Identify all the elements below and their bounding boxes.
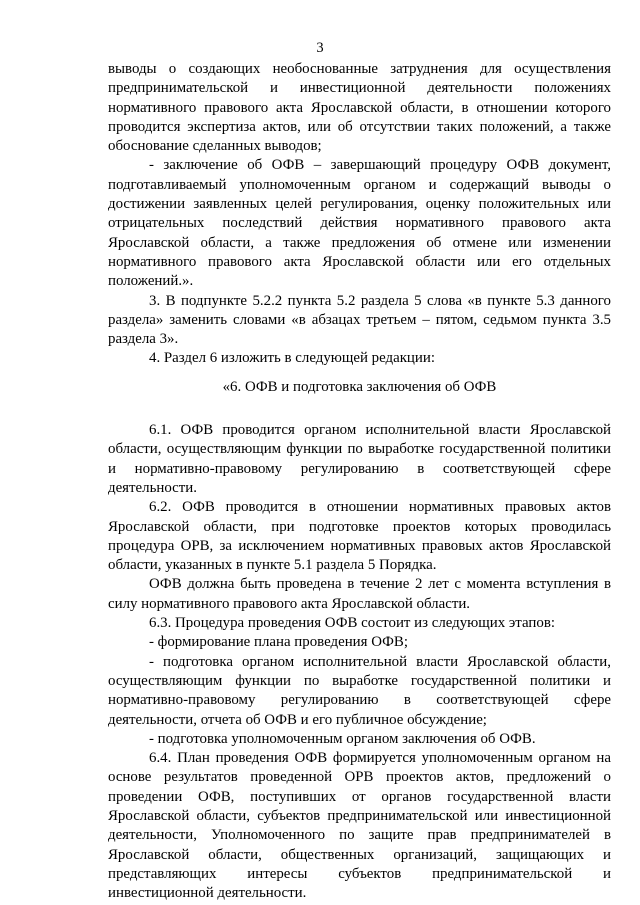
paragraph-item-3: 3. В подпункте 5.2.2 пункта 5.2 раздела 5 слова «в пункте 5.3 данного раздела» заменить словами «в абзацах третьем – пятом, седьмом пункта 3.5 раздела 3». [108, 292, 611, 348]
paragraph-6-4: 6.4. План проведения ОФВ формируется уполномоченным органом на основе результатов проведенной ОРВ проектов актов, предложений о проведении ОФВ, поступивших от органов государственной власти Ярославской области, субъектов предпринимательской или инвестиционной деятельности, Уполномоченного по защите прав предпринимателей в Ярославской области, общественных организаций, защищающих и представляющих интересы субъектов предпринимательской и инвестиционной деятельности. [108, 750, 611, 902]
paragraph-item-4: 4. Раздел 6 изложить в следующей редакции: [149, 350, 435, 367]
paragraph-6-1: 6.1. ОФВ проводится органом исполнительной власти Ярославской области, осуществляющим функции по выработке государственной политики и нормативно-правовому регулированию в соответствующей сфере деятельности. [108, 422, 611, 496]
paragraph-6-2: 6.2. ОФВ проводится в отношении нормативных правовых актов Ярославской области, при подготовке проектов которых проводилась процедура ОРВ, за исключением нормативных правовых актов Ярославской области, указанных в пункте 5.1 раздела 5 Порядка. [108, 499, 611, 574]
paragraph-6-3: 6.3. Процедура проведения ОФВ состоит из следующих этапов: [149, 615, 555, 632]
paragraph-continuation: выводы о создающих необоснованные затруднения для осуществления предпринимательской и инвестиционной деятельности положениях нормативного правового акта Ярославской области, в отношении которого проводится экспертиза актов, или об отсутствии таких положений, а также обоснование сделанных выводов; [108, 61, 611, 155]
paragraph-6-3-stage-1: - формирование плана проведения ОФВ; [149, 634, 408, 651]
paragraph-6-3-stage-3: - подготовка уполномоченным органом заключения об ОФВ. [149, 730, 536, 747]
paragraph-6-2-term: ОФВ должна быть проведена в течение 2 лет с момента вступления в силу нормативного правового акта Ярославской области. [108, 576, 611, 612]
paragraph-6-3-stage-2: - подготовка органом исполнительной власти Ярославской области, осуществляющим функции по выработке государственной политики и нормативно-правовому регулированию в соответствующей сфере деятельности, отчета об ОФВ и его публичное обсуждение; [108, 653, 611, 728]
paragraph-definition-ofv-conclusion: - заключение об ОФВ – завершающий процедуру ОФВ документ, подготавливаемый уполномоченным органом и содержащий выводы о достижении заявленных целей регулирования, оценку положительных или отрицательных последствий действия нормативного правового акта Ярославской области, а также предложения об отмене или изменении нормативного правового акта Ярославской области или его отдельных положений.». [108, 157, 611, 290]
page-number: 3 [316, 40, 324, 56]
section-heading: «6. ОФВ и подготовка заключения об ОФВ [222, 378, 497, 395]
document-body [108, 60, 611, 903]
